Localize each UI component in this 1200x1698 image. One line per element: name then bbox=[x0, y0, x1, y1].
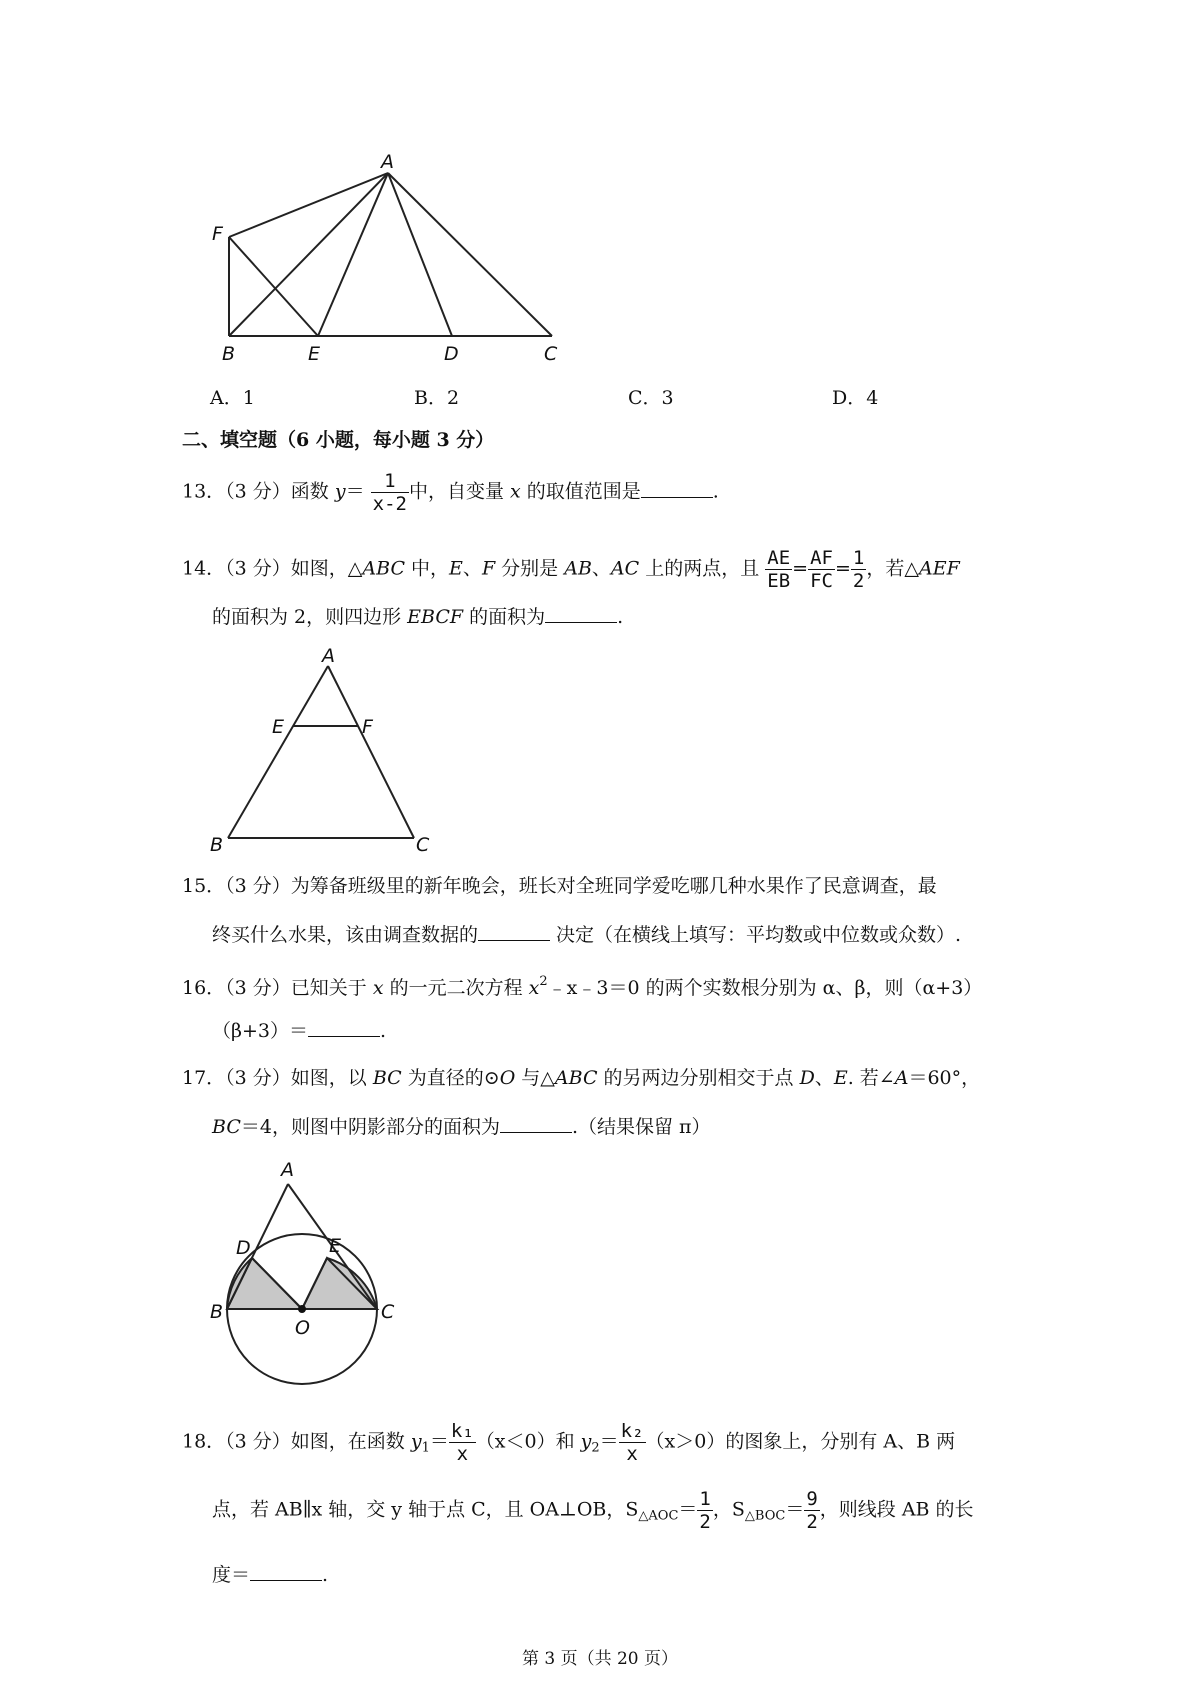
shaded-region-right bbox=[302, 1258, 377, 1309]
fraction-9-2: $\frac{9}{2}$ bbox=[806, 1488, 818, 1533]
fraction-k1-x: $\frac{\text{k₁}}{x}$ bbox=[450, 1420, 474, 1465]
question-17-line-1: 17．（3 分）如图，以 BC 为直径的⊙O 与△ABC 的另两边分别相交于点 D、E. 若∠A＝60°， bbox=[182, 1067, 981, 1089]
question-18-line-3: 度＝ . bbox=[212, 1560, 328, 1589]
figure-1-triangle-diagram bbox=[200, 150, 580, 365]
page-footer: 第 3 页（共 20 页） bbox=[521, 1649, 679, 1669]
option-d: D．4 bbox=[832, 387, 879, 409]
answer-blank bbox=[308, 1016, 380, 1037]
fraction-1-2: $\frac{1}{2}$ bbox=[852, 547, 865, 592]
question-18-line-1: 18．（3 分）如图，在函数 $y_1=$ $\frac{\text{k₁}}{x}$ （x＜0）和 $y_2=$ $\frac{\text{k₂}}{x}$ （x＞0）的图象上，分别有 A、B 两 bbox=[182, 1420, 956, 1465]
question-13: 13．（3 分）函数 y＝ $\frac{1}{x-2}$ 中，自变量 x 的取值范围是 . bbox=[182, 470, 719, 515]
label-c: C bbox=[381, 1301, 395, 1323]
figure-2-triangle-diagram bbox=[200, 645, 440, 855]
label-b: B bbox=[210, 1301, 224, 1323]
label-e: E bbox=[272, 716, 285, 738]
label-e: E bbox=[329, 1235, 342, 1257]
question-15-line-2: 终买什么水果，该由调查数据的 决定（在横线上填写：平均数或中位数或众数）. bbox=[212, 920, 961, 949]
question-14-line-1: 14．（3 分）如图，△ABC 中，E、F 分别是 AB、AC 上的两点，且 $\frac{AE}{EB}$ = $\frac{AF}{FC}$ = $\frac{1}{2}$ ，若△AEF bbox=[182, 547, 960, 592]
label-f: F bbox=[212, 223, 223, 245]
label-c: C bbox=[544, 343, 558, 365]
question-18-line-2: 点，若 AB∥x 轴，交 y 轴于点 C，且 OA⊥OB，$S_{\triangle AOC}=$ $\frac{1}{2}$ ，$S_{\triangle BOC}=$ $\frac{9}{2}$ ，则线段 AB 的长 bbox=[212, 1488, 974, 1533]
fraction-1-over-x-2: $\frac{1}{x-2}$ bbox=[372, 470, 407, 515]
question-17-line-2: BC＝4，则图中阴影部分的面积为 .（结果保留 π） bbox=[212, 1112, 711, 1141]
fraction-af-fc: $\frac{AF}{FC}$ bbox=[810, 547, 833, 592]
question-16-line-2: （β+3）＝ . bbox=[212, 1016, 386, 1045]
question-14-line-2: 的面积为 2，则四边形 EBCF 的面积为 . bbox=[212, 602, 623, 631]
label-f: F bbox=[362, 716, 373, 738]
label-a: A bbox=[281, 1159, 294, 1181]
fraction-ae-eb: $\frac{AE}{EB}$ bbox=[767, 547, 791, 592]
answer-blank bbox=[641, 477, 713, 498]
label-b: B bbox=[222, 343, 236, 365]
center-point-o bbox=[298, 1305, 306, 1313]
question-16-line-1: 16．（3 分）已知关于 x 的一元二次方程 $x^2﹣x﹣3=0$ 的两个实数根分别为 α、β，则（α+3） bbox=[182, 974, 983, 999]
answer-blank bbox=[545, 602, 617, 623]
label-e: E bbox=[308, 343, 321, 365]
question-15-line-1: 15．（3 分）为筹备班级里的新年晚会，班长对全班同学爱吃哪几种水果作了民意调查，最 bbox=[182, 875, 937, 897]
answer-blank bbox=[500, 1112, 572, 1133]
fraction-k2-x: $\frac{\text{k₂}}{x}$ bbox=[620, 1420, 644, 1465]
label-d: D bbox=[444, 343, 459, 365]
label-o: O bbox=[295, 1317, 310, 1339]
label-d: D bbox=[236, 1237, 251, 1259]
figure-3-circle-diagram bbox=[200, 1150, 420, 1390]
answer-blank bbox=[250, 1560, 322, 1581]
shaded-region-left bbox=[227, 1258, 302, 1309]
label-b: B bbox=[210, 834, 224, 855]
option-b: B．2 bbox=[414, 387, 460, 409]
option-a: A．1 bbox=[210, 387, 255, 409]
answer-blank bbox=[478, 920, 550, 941]
section-title: 二、填空题（6 小题，每小题 3 分） bbox=[182, 429, 495, 451]
fraction-1-2: $\frac{1}{2}$ bbox=[699, 1488, 711, 1533]
label-a: A bbox=[381, 151, 394, 173]
option-c: C．3 bbox=[628, 387, 674, 409]
label-c: C bbox=[416, 834, 430, 855]
label-a: A bbox=[322, 645, 335, 667]
